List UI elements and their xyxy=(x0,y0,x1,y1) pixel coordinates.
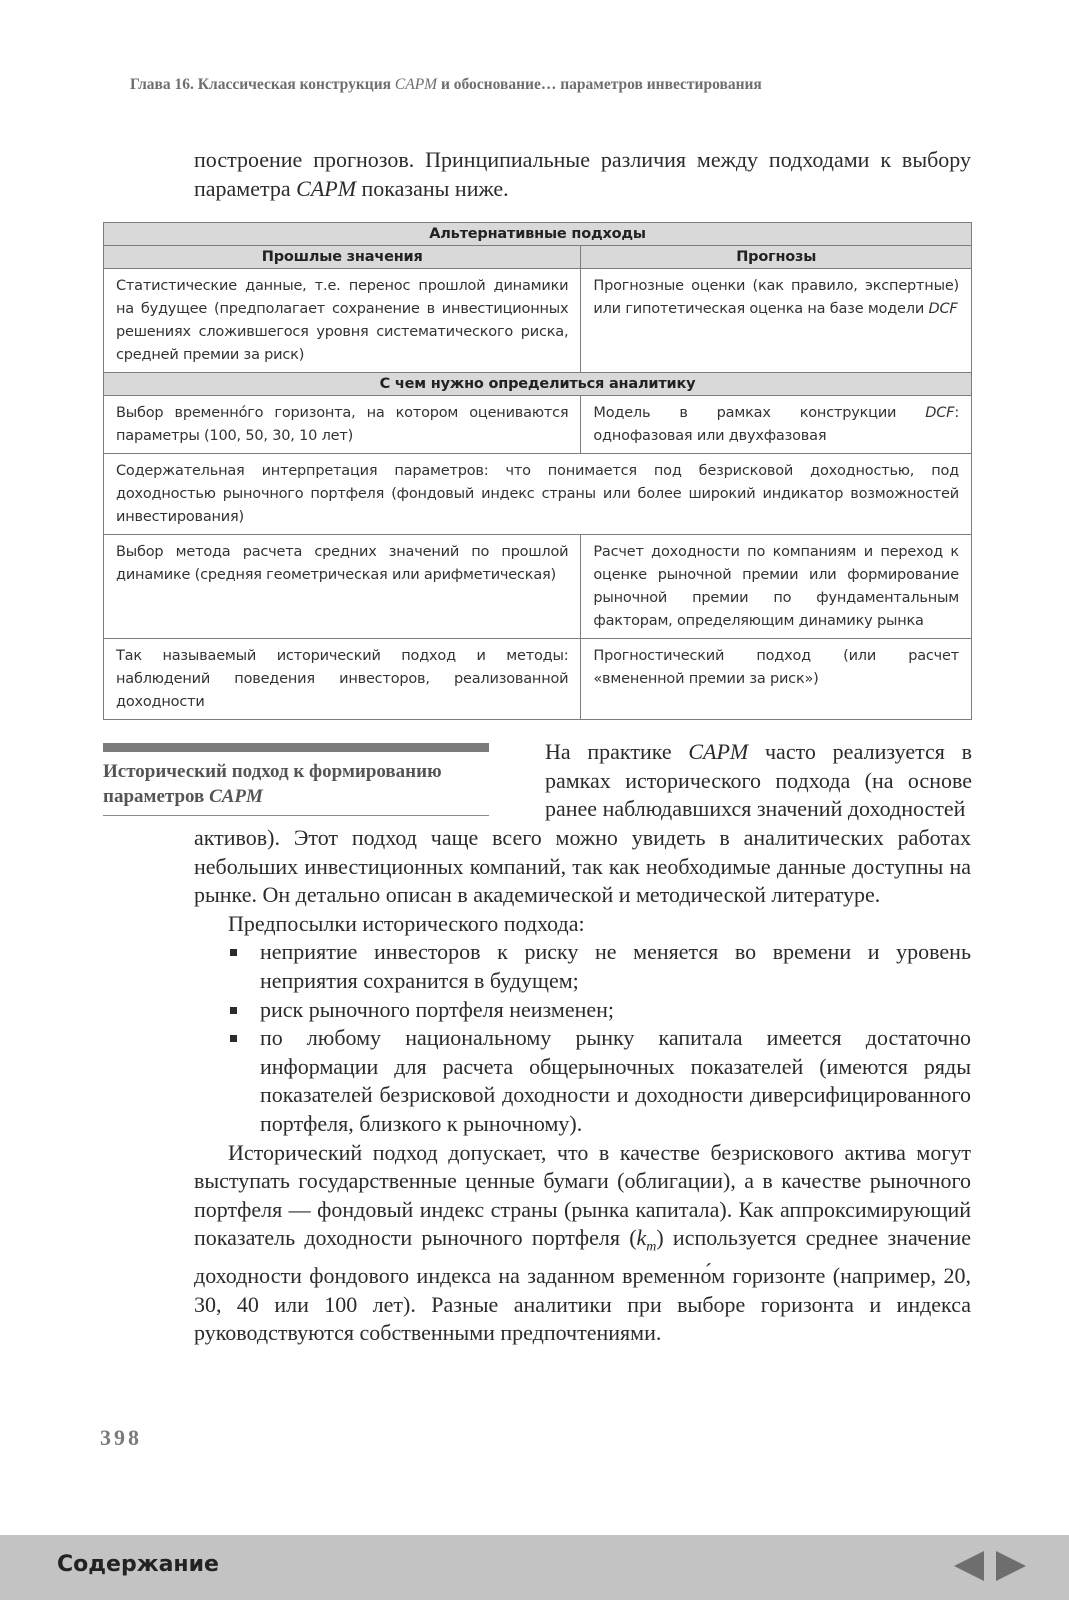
triangle-left-icon[interactable] xyxy=(952,1549,986,1588)
bullet-square-icon xyxy=(230,949,237,956)
sidebar-title-text: Исторический подход к формированию параметров xyxy=(103,761,442,807)
list-item xyxy=(194,996,971,1025)
cell-text-end: : однофазовая или двухфазовая xyxy=(593,405,959,444)
intro-text: построение прогнозов. Принципиальные различия между подходами к выбору параметра xyxy=(194,147,971,201)
table-cell: Выбор метода расчета средних значений по прошлой динамике (средняя геометрическая или арифметическая) xyxy=(104,535,581,639)
running-head-text: Глава 16. Классическая конструкция xyxy=(130,76,395,93)
paragraph-premises: Предпосылки исторического подхода: xyxy=(228,910,585,936)
table-cell: Прогностический подход (или расчет «вмененной премии за риск») xyxy=(581,639,972,720)
cell-text: Модель в рамках конструкции xyxy=(593,405,926,421)
page-number: 398 xyxy=(100,1425,142,1450)
cell-dcf: DCF xyxy=(925,405,955,421)
para-text: Исторический подход допускает, что в качестве безрискового актива могут выступать государственные ценные бумаги (облигации), а в качестве рыночного портфеля — фондовый индекс страны (рынка капитала). Как аппроксимирующий показатель доходности рыночного портфеля ( xyxy=(194,1139,971,1251)
para-text-end: ) используется среднее значение доходности фондового индекса на заданном временно́м горизонте (например, 20, 30, 40 или 100 лет). Разные аналитики при выборе горизонта и индекса руководствуются собственными предпочтениями. xyxy=(194,1225,971,1346)
sidebar-rule xyxy=(103,743,489,752)
list-item xyxy=(194,938,971,995)
table-row xyxy=(104,396,972,454)
paragraph-continuation: активов). Этот подход чаще всего можно увидеть в аналитических работах небольших инвестиционных компаний, так как необходимые данные доступны на рынке. Он детально описан в академической и методической литературе. xyxy=(194,825,971,908)
sidebar-heading xyxy=(103,743,489,816)
side-capm: CAPM xyxy=(688,739,749,764)
table-cell xyxy=(581,396,972,454)
side-text-end: часто реализуется в рамках исторического подхода (на основе ранее наблюдавшихся значений доходностей xyxy=(545,739,972,822)
list-item-text: по любому национальному рынку капитала имеется достаточно информации для расчета общерыночных показателей (имеются ряды показателей безрисковой доходности и доходности диверсифицированного портфеля, близкого к рыночному). xyxy=(260,1025,971,1136)
column-header-past: Прошлые значения xyxy=(104,246,581,269)
table-cell: Так называемый исторический подход и методы: наблюдений поведения инвесторов, реализованной доходности xyxy=(104,639,581,720)
table-cell-wide: Содержательная интерпретация параметров: что понимается под безрисковой доходностью, под доходностью рыночного портфеля (фондовый индекс страны или более широкий индикатор возможностей инвестирования) xyxy=(104,454,972,535)
list-item xyxy=(194,1024,971,1138)
table-title: Альтернативные подходы xyxy=(104,223,972,246)
triangle-right-icon[interactable] xyxy=(994,1549,1028,1588)
intro-capm: CAPM xyxy=(296,175,357,201)
table-cell: Выбор временно́го горизонта, на котором оцениваются параметры (100, 50, 30, 10 лет) xyxy=(104,396,581,454)
table-section-header: С чем нужно определиться аналитику xyxy=(104,373,972,396)
intro-text-end: показаны ниже. xyxy=(356,175,509,201)
list-item-text: риск рыночного портфеля неизменен; xyxy=(260,996,615,1022)
paragraph-historical xyxy=(194,1139,971,1349)
list-item-text: неприятие инвесторов к риску не меняется во времени и уровень неприятия сохранится в будущем; xyxy=(260,939,971,993)
side-paragraph xyxy=(545,738,972,824)
table-cell: Расчет доходности по компаниям и переход к оценке рыночной премии или формирование рыночной премии по фундаментальным факторам, определяющим динамику рынка xyxy=(581,535,972,639)
cell-text: Прогнозные оценки (как правило, экспертные) или гипотетическая оценка на базе модели xyxy=(593,278,959,317)
running-head-text-end: и обоснование… параметров инвестирования xyxy=(437,76,762,93)
running-head xyxy=(130,76,970,94)
table-row xyxy=(104,269,972,373)
premises-list xyxy=(194,938,971,1138)
table-row xyxy=(104,639,972,720)
intro-paragraph xyxy=(194,146,971,203)
navigation-bar xyxy=(0,1535,1069,1600)
bullet-square-icon xyxy=(230,1007,237,1014)
table-cell xyxy=(581,269,972,373)
running-head-capm: CAPM xyxy=(394,76,438,93)
column-header-forecast: Прогнозы xyxy=(581,246,972,269)
para-k-sub: m xyxy=(646,1239,657,1255)
side-text: На практике xyxy=(545,739,689,764)
table-row xyxy=(104,535,972,639)
cell-dcf: DCF xyxy=(928,301,958,317)
table-cell: Статистические данные, т.е. перенос прошлой динамики на будущее (предполагает сохранение в инвестиционных решениях сложившегося уровня систематического риска, средней премии за риск) xyxy=(104,269,581,373)
sidebar-title-capm: CAPM xyxy=(209,786,263,807)
approaches-table xyxy=(103,222,972,720)
bullet-square-icon xyxy=(230,1035,237,1042)
table-row xyxy=(104,454,972,535)
para-k: k xyxy=(636,1225,647,1251)
contents-link[interactable]: Содержание xyxy=(57,1552,219,1577)
sidebar-title xyxy=(103,759,489,816)
main-text xyxy=(194,824,971,1348)
